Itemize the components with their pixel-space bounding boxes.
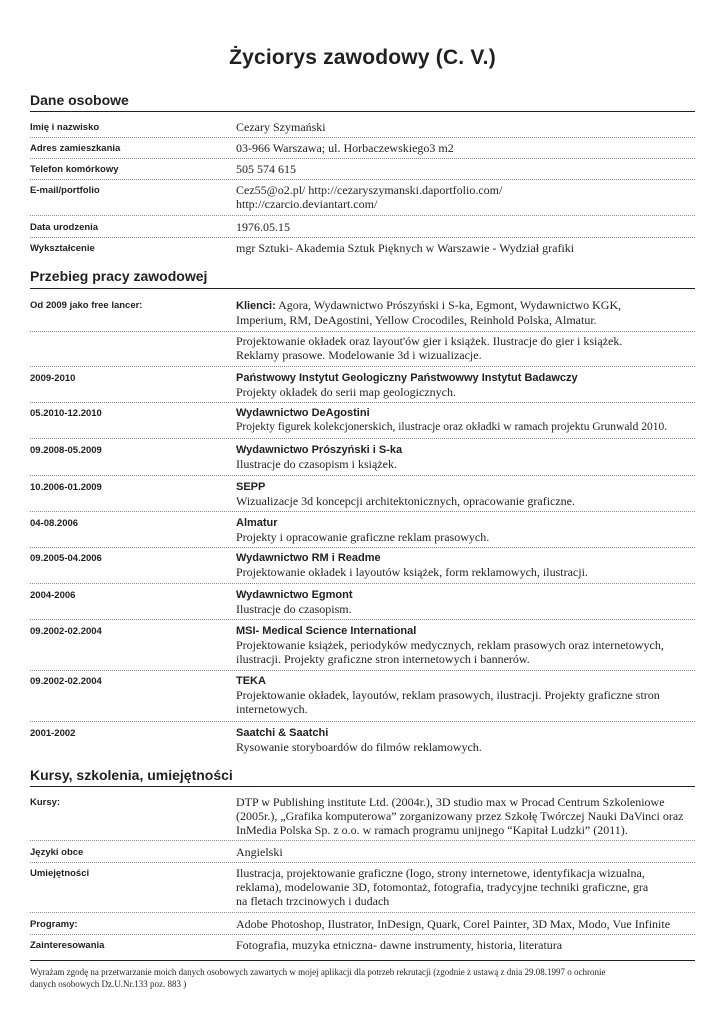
employer-name: Wydawnictwo DeAgostini	[236, 407, 370, 419]
value-line: 505 574 615	[236, 162, 296, 176]
row-label: Zainteresowania	[30, 940, 105, 951]
row-value	[236, 220, 696, 234]
value-line: Projekty figurek kolekcjonerskich, ilustracje oraz okładki w ramach projektu Grunwald 2010.	[236, 421, 668, 433]
row-separator	[30, 721, 695, 722]
value-line: ilustracji. Projekty graficzne stron internetowych i bannerów.	[236, 652, 530, 666]
clients-list: Agora, Wydawnictwo Prószyński i S-ka, Egmont, Wydawnictwo KGK,	[275, 298, 622, 312]
value-line: 1976.05.15	[236, 220, 290, 234]
consent-line: Wyrażam zgodę na przetwarzanie moich danych osobowych zawartych w mojej aplikacji dla potrzeb rekrutacji (zgodnie z ustawą z dnia 29.08.1997 o ochronie	[30, 967, 606, 977]
row-separator	[30, 912, 695, 913]
value-line: Projektowanie okładek oraz layout'ów gier i książek. Ilustracje do gier i książek.	[236, 334, 623, 348]
row-value	[236, 588, 696, 616]
value-line: Imperium, RM, DeAgostini, Yellow Crocodiles, Reinhold Polska, Almatur.	[236, 313, 597, 327]
row-value	[236, 371, 696, 399]
row-separator	[30, 934, 695, 935]
section-rule	[30, 111, 695, 112]
row-value	[236, 241, 696, 255]
value-line: reklama), modelowanie 3D, fotomontaż, fotografia, tradycyjne techniki graficzne, gra	[236, 880, 649, 894]
row-separator	[30, 475, 695, 476]
section-rule	[30, 288, 695, 289]
row-label: 09.2002-02.2004	[30, 626, 102, 637]
employer-name: MSI- Medical Science International	[236, 625, 417, 637]
value-line: Angielski	[236, 845, 283, 859]
employer-name: Wydawnictwo RM i Readme	[236, 552, 381, 564]
value-line: Projekty i opracowanie graficzne reklam prasowych.	[236, 530, 490, 544]
employer-name: TEKA	[236, 675, 266, 687]
footer-rule	[30, 960, 695, 961]
row-separator	[30, 438, 695, 439]
row-label: 05.2010-12.2010	[30, 408, 102, 419]
row-value	[236, 674, 696, 716]
row-label: Kursy:	[30, 797, 61, 808]
value-line: Projektowanie okładek i layoutów książek, form reklamowych, ilustracji.	[236, 565, 588, 579]
row-value	[236, 443, 696, 471]
value-line: Reklamy prasowe. Modelowanie 3d i wizualizacje.	[236, 348, 482, 362]
row-separator	[30, 840, 695, 841]
employer-name: Almatur	[236, 517, 278, 529]
row-label: Języki obce	[30, 847, 84, 858]
employer-name: SEPP	[236, 481, 266, 493]
value-line: Ilustracje do czasopism.	[236, 602, 352, 616]
row-separator	[30, 137, 695, 138]
value-line: Ilustracje do czasopism i książek.	[236, 457, 397, 471]
value-line: Fotografia, muzyka etniczna- dawne instrumenty, historia, literatura	[236, 938, 563, 952]
section-heading-career: Przebieg pracy zawodowej	[30, 268, 208, 284]
row-label: 04-08.2006	[30, 518, 79, 529]
row-label: Adres zamieszkania	[30, 143, 121, 154]
row-separator	[30, 862, 695, 863]
row-value	[236, 183, 696, 211]
row-value	[236, 162, 696, 176]
consent-clause	[30, 966, 700, 990]
row-separator	[30, 158, 695, 159]
row-label: 09.2005-04.2006	[30, 553, 102, 564]
row-label: 2001-2002	[30, 728, 76, 739]
row-label: Umiejętności	[30, 868, 90, 879]
section-rule	[30, 786, 695, 787]
row-separator	[30, 547, 695, 548]
value-line: na fletach trzcinowych i dudach	[236, 894, 390, 908]
employer-name: Saatchi & Saatchi	[236, 727, 329, 739]
employer-name: Państwowy Instytut Geologiczny Państwowwy Instytut Badawczy	[236, 372, 578, 384]
value-line: Projektowanie okładek, layoutów, reklam prasowych, ilustracji. Projekty graficzne stron	[236, 688, 660, 702]
row-value	[236, 406, 696, 434]
employer-name: Wydawnictwo Egmont	[236, 589, 353, 601]
value-line: mgr Sztuki- Akademia Sztuk Pięknych w Warszawie - Wydział grafiki	[236, 241, 575, 255]
row-separator	[30, 619, 695, 620]
employer-name: Wydawnictwo Prószyński i S-ka	[236, 444, 403, 456]
row-label: Od 2009 jako free lancer:	[30, 300, 143, 311]
row-label: Wykształcenie	[30, 243, 95, 254]
row-value	[236, 141, 696, 155]
clients-label: Klienci:	[236, 300, 276, 312]
row-label: Telefon komórkowy	[30, 164, 119, 175]
row-separator	[30, 511, 695, 512]
value-line: Projekty okładek do serii map geologicznych.	[236, 385, 456, 399]
row-value	[236, 516, 696, 544]
row-label: 2009-2010	[30, 373, 76, 384]
value-line: InMedia Polska Sp. z o.o. w ramach programu unijnego “Kapitał Ludzki” (2011).	[236, 823, 628, 837]
value-line: (2005r.), „Grafika komputerowa” zorganizowany przez Szkołę Twórczej Nauki DaVinci oraz	[236, 809, 684, 823]
page-title: Życiorys zawodowy (C. V.)	[229, 46, 496, 69]
row-label: Data urodzenia	[30, 222, 99, 233]
value-line: 03-966 Warszawa; ul. Horbaczewskiego3 m2	[236, 141, 454, 155]
row-value	[236, 334, 696, 362]
value-line: Cezary Szymański	[236, 120, 326, 134]
value-line: internetowych.	[236, 702, 308, 716]
row-value	[236, 866, 696, 908]
row-separator	[30, 331, 695, 332]
row-value	[236, 917, 696, 931]
portfolio-link[interactable]: http://czarcio.deviantart.com/	[236, 197, 378, 211]
row-value	[236, 795, 696, 837]
row-separator	[30, 366, 695, 367]
row-separator	[30, 237, 695, 238]
row-separator	[30, 670, 695, 671]
row-label: Imię i nazwisko	[30, 122, 100, 133]
row-label: 09.2008-05.2009	[30, 445, 102, 456]
value-line: Wizualizacje 3d koncepcji architektonicznych, opracowanie graficzne.	[236, 494, 576, 508]
row-label: 10.2006-01.2009	[30, 482, 102, 493]
value-line: Ilustracja, projektowanie graficzne (logo, strony internetowe, identyfikacja wizualna,	[236, 866, 645, 880]
row-value	[236, 551, 696, 579]
row-value	[236, 298, 696, 327]
value-line: Rysowanie storyboardów do filmów reklamowych.	[236, 740, 482, 754]
row-label: 09.2002-02.2004	[30, 676, 102, 687]
row-label: Programy:	[30, 919, 78, 930]
row-value	[236, 120, 696, 134]
row-value	[236, 726, 696, 754]
row-label: 2004-2006	[30, 590, 76, 601]
value-line: Adobe Photoshop, Ilustrator, InDesign, Quark, Corel Painter, 3D Max, Modo, Vue Infinite	[236, 917, 671, 931]
row-value	[236, 845, 696, 859]
consent-line: danych osobowych Dz.U.Nr.133 poz. 883 )	[30, 979, 187, 989]
value-line: Projektowanie książek, periodyków medycznych, reklam prasowych oraz internetowych,	[236, 638, 664, 652]
row-value	[236, 624, 696, 666]
row-label: E-mail/portfolio	[30, 185, 100, 196]
section-heading-personal: Dane osobowe	[30, 92, 129, 108]
row-separator	[30, 402, 695, 403]
row-separator	[30, 179, 695, 180]
clients-line	[236, 298, 696, 313]
email-link[interactable]: Cez55@o2.pl/ http://cezaryszymanski.daportfolio.com/	[236, 183, 503, 197]
value-line: DTP w Publishing institute Ltd. (2004r.), 3D studio max w Procad Centrum Szkoleniowe	[236, 795, 665, 809]
row-value	[236, 480, 696, 508]
row-separator	[30, 215, 695, 216]
row-separator	[30, 583, 695, 584]
row-value	[236, 938, 696, 952]
section-heading-courses: Kursy, szkolenia, umiejętności	[30, 767, 233, 783]
